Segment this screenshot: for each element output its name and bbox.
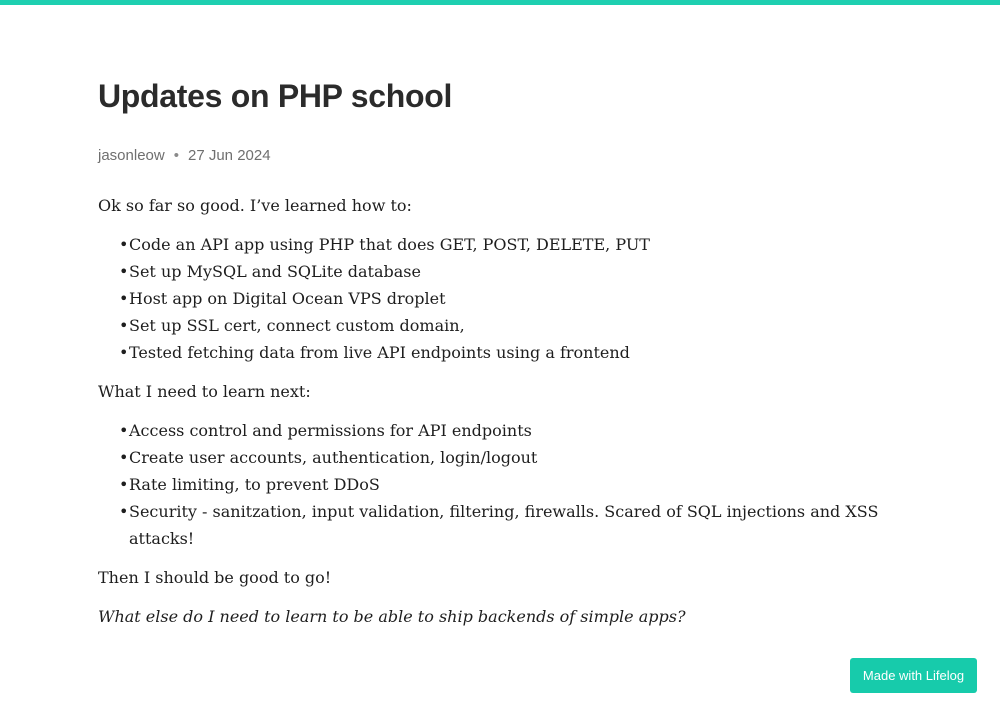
list-item: • Security - sanitzation, input validation, filtering, firewalls. Scared of SQL injections and XSS attacks!	[119, 498, 938, 552]
post-meta	[98, 146, 938, 166]
post-author[interactable]: jasonleow	[98, 147, 165, 164]
post-date: 27 Jun 2024	[187, 147, 271, 164]
post-body	[98, 192, 938, 630]
list-item: • Set up MySQL and SQLite database	[119, 258, 938, 285]
intro-paragraph: Ok so far so good. I’ve learned how to:	[98, 196, 412, 215]
list-item: • Set up SSL cert, connect custom domain,	[119, 312, 938, 339]
made-with-lifelog-button[interactable]: Made with Lifelog	[850, 658, 977, 693]
closing-paragraph: Then I should be good to go!	[98, 568, 332, 587]
question-text: What else do I need to learn to be able to ship backends of simple apps?	[98, 607, 686, 626]
list-item: • Host app on Digital Ocean VPS droplet	[119, 285, 938, 312]
list-item: • Create user accounts, authentication, login/logout	[119, 444, 938, 471]
question-paragraph	[98, 603, 938, 630]
learned-list	[98, 231, 938, 366]
next-heading: What I need to learn next:	[98, 382, 311, 401]
post-article	[98, 74, 938, 642]
next-list	[98, 417, 938, 552]
list-item: • Access control and permissions for API endpoints	[119, 417, 938, 444]
top-accent-bar	[0, 0, 1000, 5]
list-item: • Rate limiting, to prevent DDoS	[119, 471, 938, 498]
meta-separator: •	[173, 147, 179, 164]
list-item: • Code an API app using PHP that does GET, POST, DELETE, PUT	[119, 231, 938, 258]
post-title: Updates on PHP school	[98, 78, 453, 114]
list-item: • Tested fetching data from live API endpoints using a frontend	[119, 339, 938, 366]
